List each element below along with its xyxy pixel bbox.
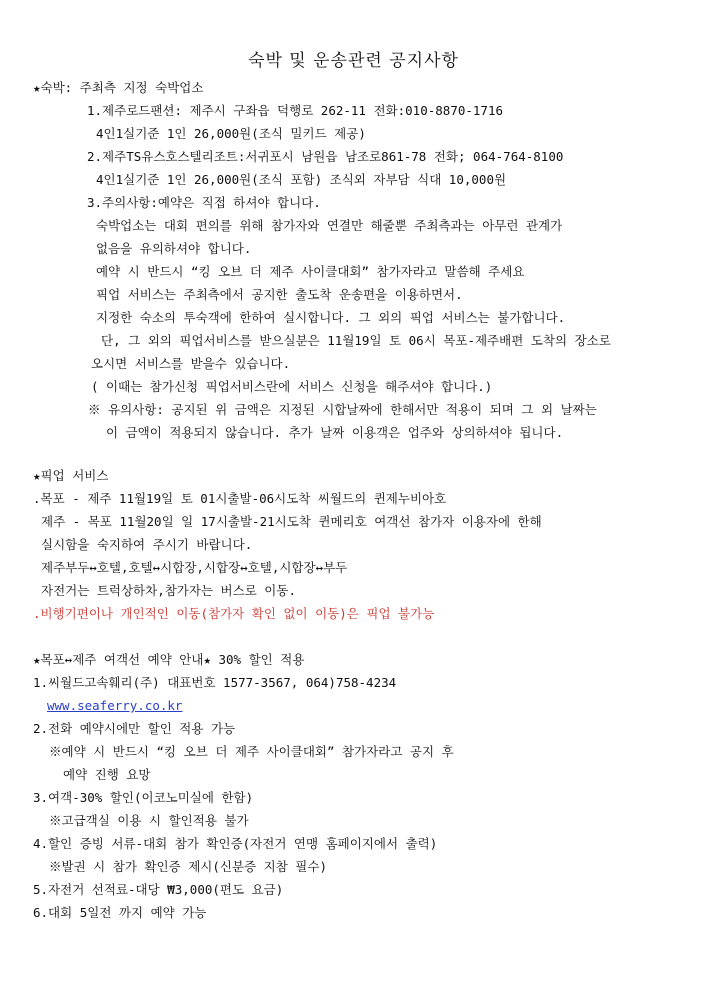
pickup-line: 실시함을 숙지하여 주시기 바랍니다. bbox=[41, 537, 253, 552]
pickup-line: 자전거는 트럭상하차,참가자는 버스로 이동. bbox=[41, 583, 296, 598]
lodging-item-1: 1.제주로드팬션: 제주시 구좌읍 덕행로 262-11 전화:010-8870-1716 bbox=[87, 103, 503, 118]
page-title: 숙박 및 운송관련 공지사항 bbox=[248, 51, 459, 71]
lodging-note-line: ※ 유의사항: 공지된 위 금액은 지정된 시합날짜에 한해서만 적용이 되며 그 외 날짜는 bbox=[88, 402, 597, 417]
lodging-caution-line: ( 이때는 참가신청 픽업서비스란에 서비스 신청을 해주셔야 합니다.) bbox=[91, 379, 493, 394]
lodging-item-2: 2.제주TS유스호스텔리조트:서귀포시 남원읍 남조로861-78 전화; 064-764-8100 bbox=[87, 149, 564, 164]
ferry-item-4: 4.할인 증빙 서류-대회 참가 확인증(자전거 연맹 홈페이지에서 출력) bbox=[33, 836, 438, 851]
pickup-line: 제주 - 목포 11월20일 일 17시출발-21시도착 퀸메리호 여객선 참가자 이용자에 한해 bbox=[41, 514, 542, 529]
lodging-caution-line: 예약 시 반드시 “킹 오브 더 제주 사이클대회” 참가자라고 말씀해 주세요 bbox=[96, 264, 525, 279]
lodging-caution-line: 단, 그 외의 픽업서비스를 받으실분은 11월19일 토 06시 목포-제주배편 도착의 장소로 bbox=[101, 333, 611, 348]
ferry-item-1: 1.씨월드고속훼리(주) 대표번호 1577-3567, 064)758-4234 bbox=[33, 675, 397, 690]
lodging-item-1-price: 4인1실기준 1인 26,000원(조식 밀키드 제공) bbox=[96, 126, 366, 141]
ferry-website-link[interactable]: www.seaferry.co.kr bbox=[47, 698, 183, 713]
lodging-caution-line: 없음을 유의하셔야 합니다. bbox=[96, 241, 252, 256]
ferry-item-4-note: ※발권 시 참가 확인증 제시(신분증 지참 필수) bbox=[49, 859, 327, 874]
ferry-item-3: 3.여객-30% 할인(이코노미실에 한함) bbox=[33, 790, 254, 805]
ferry-heading: ★목포↔제주 여객선 예약 안내★ 30% 할인 적용 bbox=[33, 652, 305, 667]
lodging-caution-line: 숙박업소는 대회 편의를 위해 참가자와 연결만 해줄뿐 주최측과는 아무런 관계가 bbox=[96, 218, 563, 233]
pickup-route: 제주부두↔호텔,호텔↔시합장,시합장↔호텔,시합장↔부두 bbox=[41, 560, 348, 575]
ferry-item-2-note: ※예약 시 반드시 “킹 오브 더 제주 사이클대회” 참가자라고 공지 후 bbox=[49, 744, 454, 759]
pickup-heading: ★픽업 서비스 bbox=[33, 468, 109, 483]
lodging-caution-line: 픽업 서비스는 주최측에서 공지한 출도착 운송편을 이용하면서. bbox=[96, 287, 463, 302]
lodging-item-2-price: 4인1실기준 1인 26,000원(조식 포함) 조식외 자부담 식대 10,000원 bbox=[96, 172, 507, 187]
ferry-item-6: 6.대회 5일전 까지 예약 가능 bbox=[33, 905, 207, 920]
lodging-item-3: 3.주의사항:예약은 직접 하셔야 합니다. bbox=[87, 195, 321, 210]
lodging-caution-line: 지정한 숙소의 투숙객에 한하여 실시합니다. 그 외의 픽업 서비스는 불가합니다. bbox=[96, 310, 566, 325]
pickup-line: .목포 - 제주 11월19일 토 01시출발-06시도착 씨월드의 퀸제누비아호 bbox=[33, 491, 447, 506]
ferry-item-3-note: ※고급객실 이용 시 할인적용 불가 bbox=[49, 813, 249, 828]
lodging-caution-line: 오시면 서비스를 받을수 있습니다. bbox=[91, 356, 291, 371]
ferry-item-2-note: 예약 진행 요망 bbox=[63, 767, 151, 782]
ferry-item-5: 5.자전거 선적료-대당 ₩3,000(편도 요금) bbox=[33, 882, 284, 897]
pickup-warning: .비행기편이나 개인적인 이동(참가자 확인 없이 이동)은 픽업 불가능 bbox=[33, 606, 435, 621]
lodging-heading: ★숙박: 주최측 지정 숙박업소 bbox=[33, 80, 204, 95]
lodging-note-line: 이 금액이 적용되지 않습니다. 추가 날짜 이용객은 업주와 상의하셔야 됩니다. bbox=[106, 425, 564, 440]
ferry-item-2: 2.전화 예약시에만 할인 적용 가능 bbox=[33, 721, 236, 736]
